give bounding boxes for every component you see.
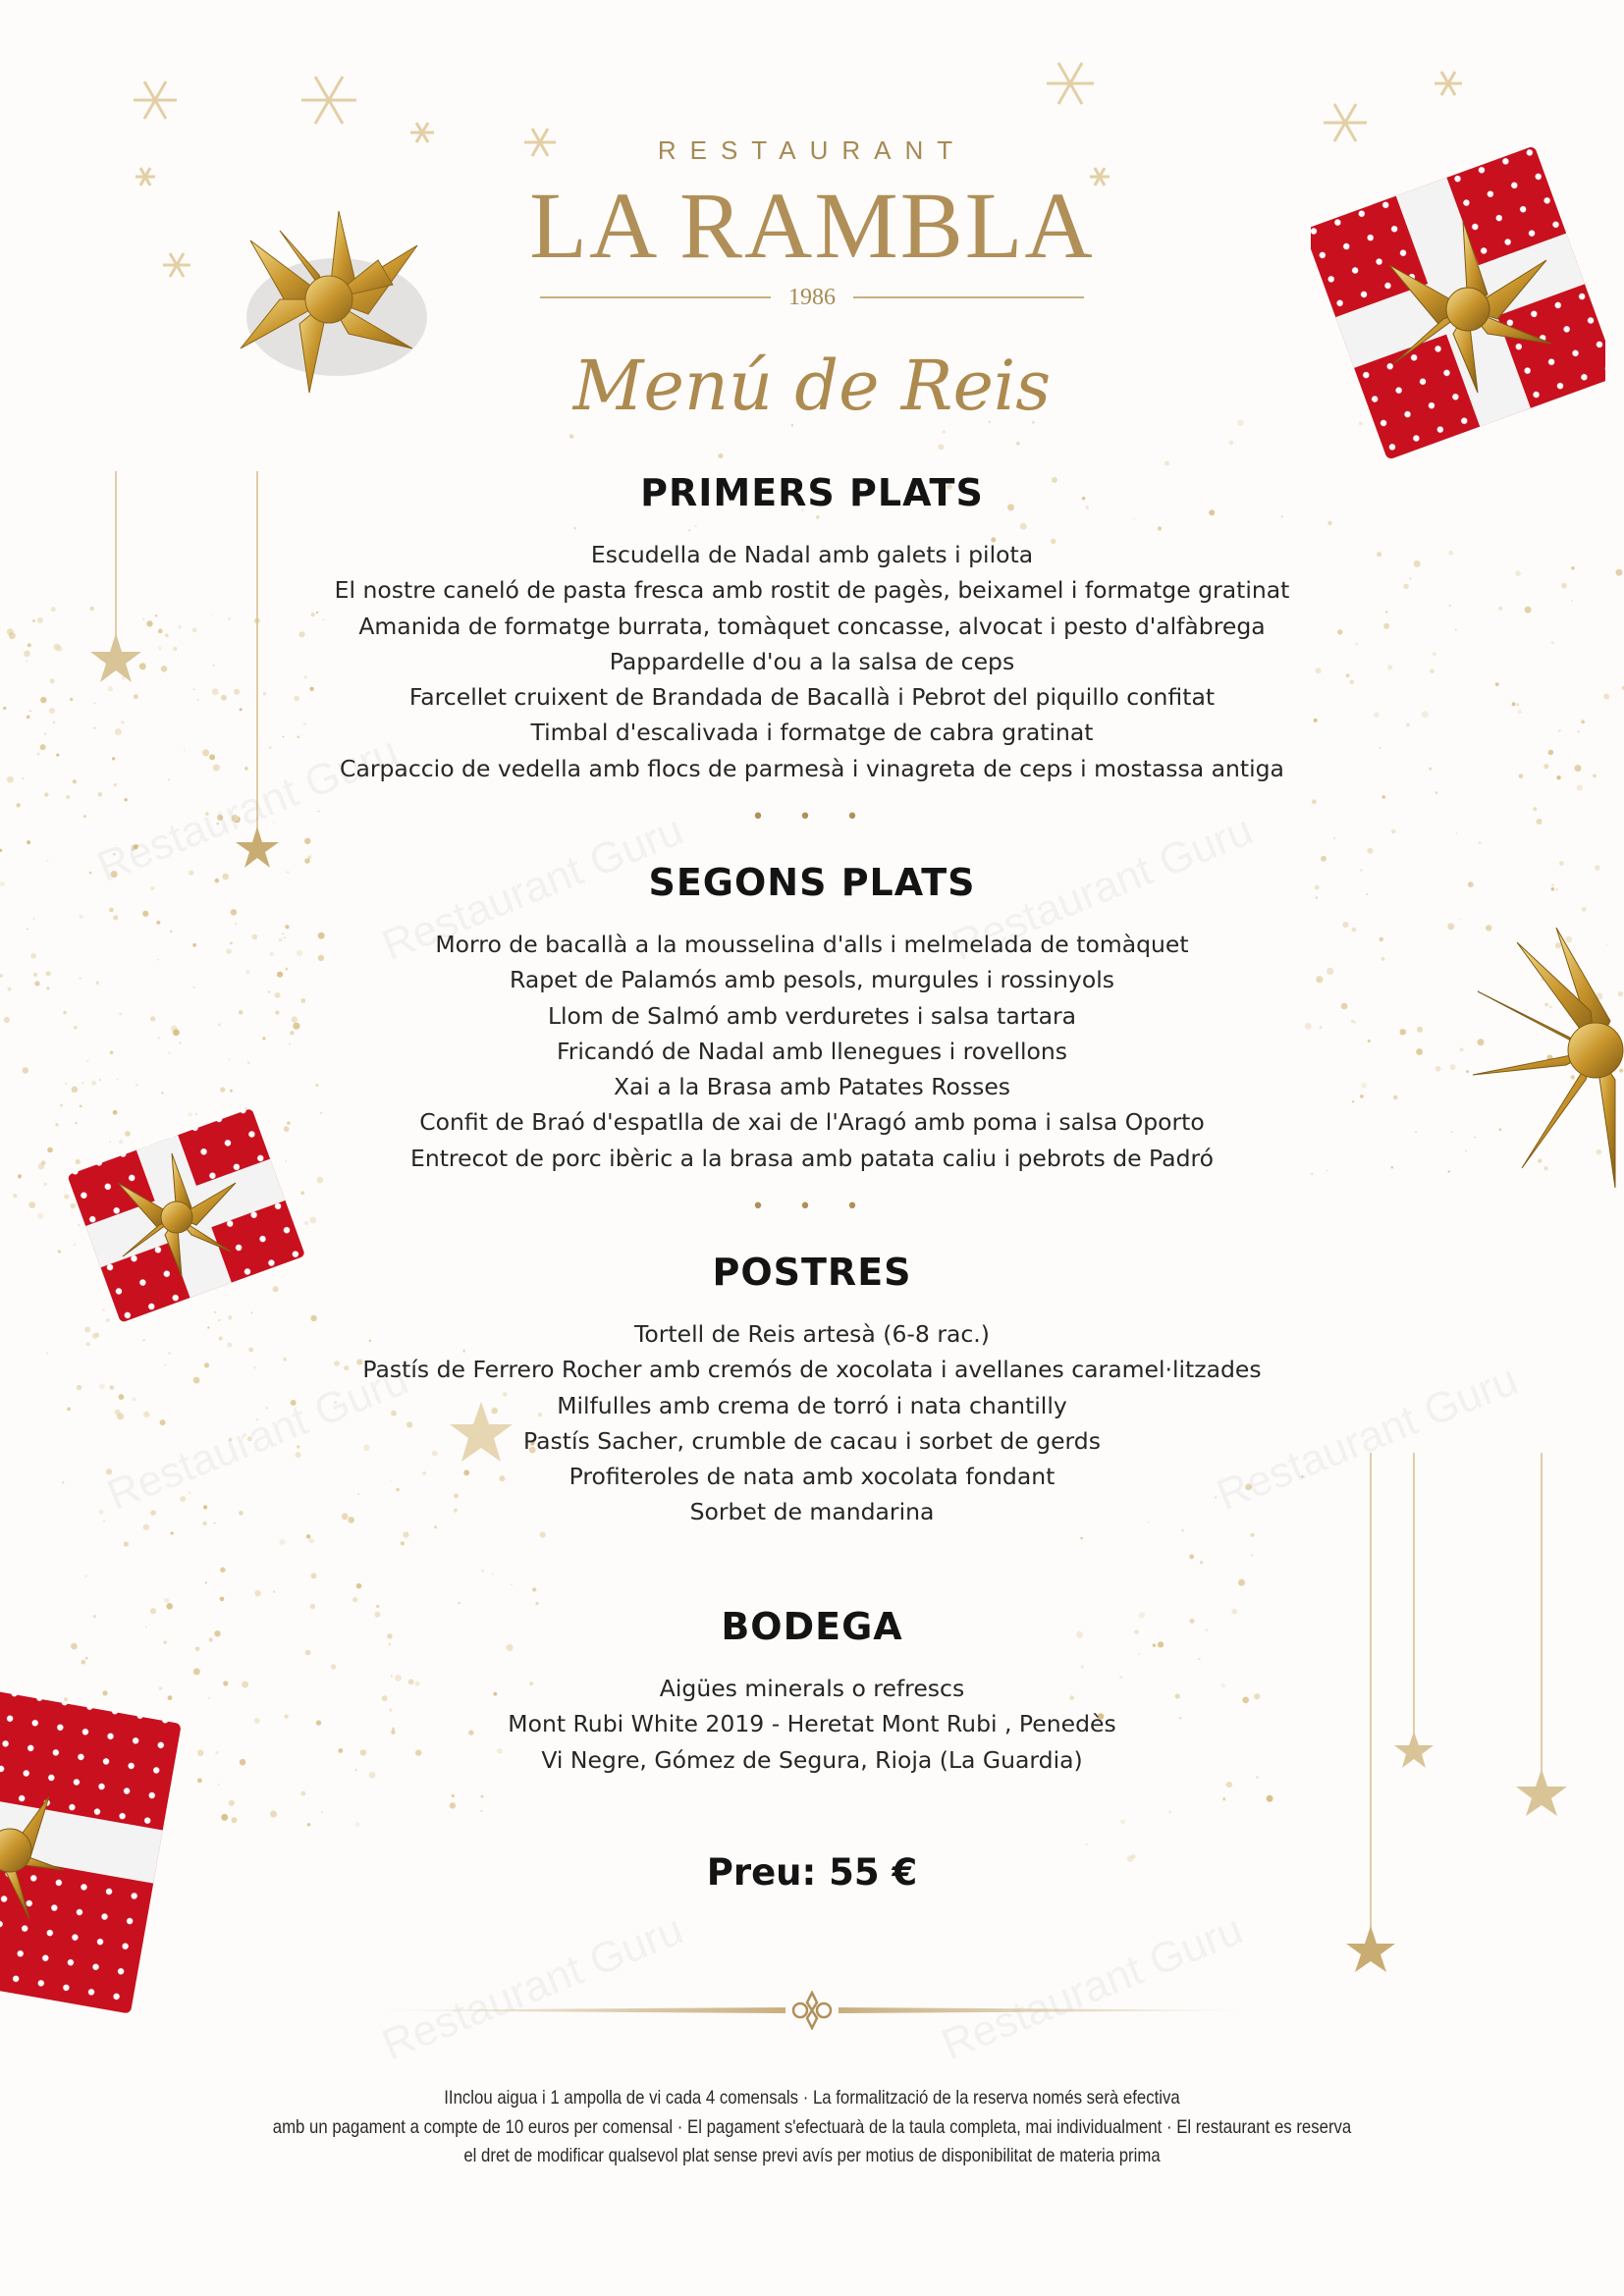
sparkle-dot bbox=[273, 1590, 276, 1593]
sparkle-dot bbox=[1415, 1131, 1417, 1133]
list-item: Pappardelle d'ou a la salsa de ceps bbox=[609, 647, 1015, 675]
sparkle-dot bbox=[143, 1524, 149, 1530]
sparkle-dot bbox=[168, 1051, 170, 1053]
sparkle-dot bbox=[0, 881, 5, 886]
sparkle-dot bbox=[1448, 1170, 1450, 1172]
sparkle-dot bbox=[65, 1083, 67, 1085]
sparkle-dot bbox=[1551, 883, 1553, 885]
sparkle-dot bbox=[221, 1814, 228, 1821]
footer-line: el dret de modificar qualsevol plat sense previ avís per motius de disponibilitat de materia prima bbox=[463, 2145, 1161, 2166]
section-title: BODEGA bbox=[721, 1605, 903, 1648]
list-item: Mont Rubi White 2019 - Heretat Mont Rubi , Penedès bbox=[508, 1710, 1116, 1738]
sparkle-dot bbox=[230, 941, 233, 944]
sparkle-dot bbox=[1456, 832, 1458, 834]
sparkle-dot bbox=[156, 921, 160, 925]
dish-list bbox=[245, 1316, 1379, 1530]
sparkle-dot bbox=[110, 1051, 114, 1055]
sparkle-dot bbox=[72, 1087, 79, 1094]
sparkle-dot bbox=[1468, 881, 1474, 887]
sparkle-dot bbox=[40, 697, 46, 703]
sparkle-dot bbox=[1561, 583, 1567, 589]
sparkle-dot bbox=[1479, 841, 1482, 844]
sparkle-dot bbox=[63, 1011, 66, 1014]
sparkle-dot bbox=[22, 777, 24, 779]
sparkle-dot bbox=[1429, 768, 1432, 771]
sparkle-dot bbox=[195, 1647, 200, 1652]
footer-line: amb un pagament a compte de 10 euros per comensal · El pagament s'efectuarà de la taula completa, mai individualment · El restaurant es reserva bbox=[272, 2115, 1352, 2138]
sparkle-dot bbox=[74, 1026, 77, 1029]
sparkle-dot bbox=[1577, 784, 1583, 790]
sparkle-dot bbox=[1431, 669, 1435, 673]
section-postres bbox=[245, 1248, 1379, 1530]
sparkle-dot bbox=[158, 1037, 160, 1039]
sparkle-dot bbox=[34, 981, 39, 986]
sparkle-dot bbox=[239, 1010, 244, 1015]
sparkle-dot bbox=[37, 617, 43, 623]
sparkle-dot bbox=[1200, 1561, 1203, 1564]
sparkle-dot bbox=[227, 1343, 232, 1348]
sparkle-dot bbox=[1556, 888, 1558, 890]
sparkle-dot bbox=[1578, 730, 1580, 732]
list-item: Pastís de Ferrero Rocher amb cremós de xocolata i avellanes caramel·litzades bbox=[362, 1356, 1262, 1384]
sparkle-dot bbox=[85, 1657, 88, 1660]
sparkle-dot bbox=[209, 1637, 213, 1641]
sparkle-dot bbox=[192, 987, 194, 988]
sparkle-dot bbox=[1582, 907, 1587, 912]
sparkle-dot bbox=[1548, 750, 1554, 756]
sparkle-dot bbox=[29, 711, 31, 713]
sparkle-dot bbox=[480, 1810, 482, 1812]
sparkle-dot bbox=[304, 838, 311, 845]
sparkle-dot bbox=[56, 754, 59, 757]
sparkle-dot bbox=[270, 1811, 277, 1818]
sparkle-dot bbox=[33, 973, 37, 977]
sparkle-dot bbox=[53, 721, 56, 724]
sparkle-dot bbox=[1251, 1533, 1255, 1537]
restaurant-label: RESTAURANT bbox=[657, 135, 967, 165]
sparkle-dot bbox=[1168, 1810, 1171, 1813]
sparkle-dot bbox=[207, 1326, 209, 1328]
sparkle-dot bbox=[1400, 1029, 1406, 1035]
sparkle-dot bbox=[96, 982, 99, 985]
dish-list bbox=[245, 537, 1379, 786]
sparkle-dot bbox=[220, 1087, 225, 1092]
list-item: Confit de Braó d'espatlla de xai de l'Aragó amb poma i salsa Oporto bbox=[419, 1108, 1205, 1137]
sparkle-dot bbox=[1466, 1070, 1469, 1073]
sparkle-dot bbox=[119, 1394, 125, 1400]
sparkle-dot bbox=[450, 1802, 456, 1808]
sparkle-dot bbox=[1543, 764, 1548, 769]
sparkle-dot bbox=[85, 1575, 87, 1577]
sparkle-dot bbox=[1080, 1537, 1083, 1540]
sparkle-dot bbox=[71, 1643, 78, 1650]
sparkle-dot bbox=[27, 840, 30, 844]
sparkle-dot bbox=[143, 1412, 149, 1417]
sparkle-dot bbox=[1410, 577, 1412, 579]
sparkle-dot bbox=[84, 1327, 90, 1333]
sparkle-dot bbox=[109, 908, 114, 913]
restaurant-name: LA RAMBLA bbox=[529, 173, 1095, 278]
sparkle-dot bbox=[1616, 569, 1623, 576]
sparkle-dot bbox=[943, 430, 947, 434]
list-item: Aigües minerals o refrescs bbox=[659, 1675, 965, 1702]
sparkle-dot bbox=[164, 1364, 166, 1366]
sparkle-dot bbox=[117, 1413, 124, 1419]
list-item: Escudella de Nadal amb galets i pilota bbox=[590, 541, 1034, 568]
section-bodega bbox=[245, 1602, 1379, 1778]
sparkle-dot bbox=[110, 1385, 114, 1389]
sparkle-dot bbox=[157, 959, 159, 961]
sparkle-dot bbox=[1403, 584, 1408, 589]
sparkle-dot bbox=[311, 1573, 317, 1578]
sparkle-dot bbox=[168, 1352, 171, 1355]
list-item: Milfulles amb crema de torró i nata chantilly bbox=[557, 1391, 1067, 1419]
sparkle-dot bbox=[205, 1581, 207, 1583]
sparkle-dot bbox=[1385, 611, 1387, 613]
sparkle-dot bbox=[99, 1383, 105, 1389]
sparkle-dot bbox=[223, 1681, 228, 1685]
sparkle-dot bbox=[1238, 1579, 1245, 1586]
sparkle-dot bbox=[171, 1531, 174, 1534]
sparkle-dot bbox=[87, 1060, 89, 1062]
sparkle-dot bbox=[103, 1521, 105, 1522]
sparkle-dot bbox=[1251, 1555, 1253, 1557]
sparkle-dot bbox=[1381, 795, 1385, 799]
sparkle-dot bbox=[43, 1183, 47, 1187]
sparkle-dot bbox=[23, 1067, 28, 1073]
list-item: Tortell de Reis artesà (6-8 rac.) bbox=[634, 1320, 990, 1348]
sparkle-dot bbox=[492, 1573, 494, 1575]
sparkle-dot bbox=[86, 1342, 90, 1346]
sparkle-dot bbox=[1433, 652, 1436, 656]
sparkle-dot bbox=[99, 1510, 104, 1515]
drink-list bbox=[245, 1671, 1379, 1778]
list-item: Fricandó de Nadal amb llenegues i rovellons bbox=[556, 1037, 1068, 1065]
sparkle-dot bbox=[938, 444, 944, 450]
sparkle-dot bbox=[150, 1016, 155, 1021]
sparkle-dot bbox=[161, 1092, 163, 1094]
sparkle-dot bbox=[1519, 774, 1524, 778]
sparkle-dot bbox=[1164, 461, 1169, 466]
sparkle-dot bbox=[192, 943, 196, 947]
sparkle-dot bbox=[27, 716, 30, 720]
sparkle-dot bbox=[26, 660, 28, 663]
menu-title: Menú de Reis bbox=[572, 346, 1052, 426]
sparkle-dot bbox=[1571, 566, 1575, 570]
sparkle-dot bbox=[4, 1017, 10, 1023]
sparkle-dot bbox=[1312, 800, 1317, 805]
sparkle-dot bbox=[113, 915, 118, 920]
sparkle-dot bbox=[46, 987, 49, 989]
sparkle-dot bbox=[213, 1522, 215, 1524]
list-item: Pastís Sacher, crumble de cacau i sorbet de gerds bbox=[523, 1426, 1101, 1455]
sparkle-dot bbox=[40, 744, 46, 750]
sparkle-dot bbox=[254, 1590, 260, 1596]
sparkle-dot bbox=[1455, 629, 1457, 631]
list-item: Sorbet de mandarina bbox=[689, 1498, 935, 1526]
sparkle-dot bbox=[1450, 1064, 1456, 1070]
sparkle-dot bbox=[1572, 600, 1574, 602]
sparkle-dot bbox=[50, 678, 55, 683]
sparkle-dot bbox=[300, 1791, 305, 1796]
sparkle-dot bbox=[27, 929, 28, 931]
list-item: Rapet de Palamós amb pesols, murgules i rossinyols bbox=[510, 966, 1114, 994]
sparkle-dot bbox=[3, 707, 6, 710]
sparkle-dot bbox=[1518, 710, 1522, 714]
sparkle-dot bbox=[27, 643, 31, 647]
sparkle-dot bbox=[1379, 937, 1383, 942]
sparkle-dot bbox=[1556, 775, 1560, 779]
divider bbox=[853, 296, 1084, 298]
sparkle-dot bbox=[82, 1082, 84, 1084]
sparkle-dot bbox=[9, 632, 16, 639]
sparkle-dot bbox=[214, 1630, 220, 1636]
sparkle-dot bbox=[44, 792, 48, 796]
ornamental-divider bbox=[363, 1991, 1261, 2030]
sparkle-dot bbox=[1451, 1132, 1453, 1134]
sparkle-dot bbox=[133, 1398, 136, 1402]
sparkle-dot bbox=[1525, 607, 1532, 614]
sparkle-dot bbox=[1458, 918, 1460, 920]
sparkle-dot bbox=[1406, 723, 1410, 727]
sparkle-dot bbox=[202, 1522, 206, 1525]
sparkle-dot bbox=[1447, 923, 1454, 930]
sparkle-dot bbox=[80, 978, 81, 980]
sparkle-dot bbox=[44, 732, 46, 734]
sparkle-dot bbox=[403, 1531, 408, 1537]
sparkle-dot bbox=[124, 1541, 129, 1546]
sparkle-dot bbox=[180, 1496, 186, 1502]
sparkle-dot bbox=[46, 1353, 48, 1355]
sparkle-dot bbox=[226, 948, 232, 954]
sparkle-dot bbox=[481, 1795, 484, 1798]
sparkle-dot bbox=[1381, 957, 1385, 961]
list-item: Vi Negre, Gómez de Segura, Rioja (La Guardia) bbox=[541, 1745, 1083, 1774]
sparkle-dot bbox=[1435, 1066, 1441, 1072]
sparkle-dot bbox=[231, 909, 237, 915]
sparkle-dot bbox=[481, 1570, 484, 1573]
list-item: Farcellet cruixent de Brandada de Bacallà i Pebrot del piquillo confitat bbox=[408, 683, 1216, 712]
sparkle-dot bbox=[1449, 551, 1453, 555]
sparkle-dot bbox=[150, 1510, 156, 1516]
sparkle-dot bbox=[1515, 570, 1521, 576]
sparkle-dot bbox=[203, 1505, 207, 1509]
sparkle-dot bbox=[1435, 791, 1438, 794]
sparkle-dot bbox=[170, 931, 172, 933]
sparkle-dot bbox=[218, 1784, 220, 1786]
sparkle-dot bbox=[1416, 1048, 1423, 1055]
sparkle-dot bbox=[532, 1587, 536, 1591]
sparkle-dot bbox=[1449, 605, 1452, 608]
sparkle-dot bbox=[1383, 623, 1389, 629]
sparkle-dot bbox=[51, 607, 56, 612]
sparkle-dot bbox=[135, 1084, 138, 1087]
list-item: Carpaccio de vedella amb flocs de parmesà i vinagreta de ceps i mostassa antiga bbox=[340, 754, 1284, 782]
sparkle-dot bbox=[117, 1079, 119, 1081]
sparkle-dot bbox=[1267, 1795, 1273, 1802]
sparkle-dot bbox=[1595, 865, 1600, 871]
sparkle-dot bbox=[1422, 711, 1429, 718]
footer-conditions bbox=[266, 2084, 1359, 2171]
sparkle-dot bbox=[229, 1058, 231, 1060]
sparkle-dot bbox=[32, 917, 35, 920]
sparkle-dot bbox=[164, 1598, 169, 1603]
sparkle-dot bbox=[67, 1408, 71, 1412]
sparkle-dot bbox=[119, 1012, 122, 1015]
sparkle-dot bbox=[7, 776, 14, 783]
sparkle-dot bbox=[142, 911, 148, 917]
sparkle-dot bbox=[309, 1538, 314, 1543]
gold-bow-icon-right bbox=[1473, 913, 1624, 1198]
sparkle-dot bbox=[77, 1385, 81, 1390]
sparkle-dot bbox=[166, 1603, 173, 1610]
sparkle-dot bbox=[1380, 747, 1381, 749]
sparkle-dot bbox=[1551, 887, 1554, 890]
sparkle-dot bbox=[1460, 1047, 1464, 1051]
sparkle-dot bbox=[1603, 694, 1609, 700]
sparkle-dot bbox=[145, 1627, 147, 1629]
sparkle-dot bbox=[81, 1660, 86, 1665]
sparkle-dot bbox=[30, 953, 36, 959]
sparkle-dot bbox=[204, 1362, 209, 1367]
sparkle-dot bbox=[1512, 702, 1516, 706]
sparkle-dot bbox=[24, 651, 30, 658]
sparkle-dot bbox=[220, 1597, 225, 1602]
sparkle-dot bbox=[1391, 829, 1395, 833]
sparkle-dot bbox=[56, 645, 63, 652]
sparkle-dot bbox=[93, 1615, 96, 1618]
section-segons-plats bbox=[245, 858, 1379, 1176]
sparkle-dot bbox=[1465, 1149, 1467, 1151]
sparkle-dot bbox=[1189, 1554, 1194, 1559]
sparkle-dot bbox=[49, 708, 55, 714]
sparkle-dot bbox=[46, 860, 48, 862]
list-item: Morro de bacallà a la mousselina d'alls i melmelada de tomàquet bbox=[435, 931, 1189, 958]
founding-year: 1986 bbox=[788, 284, 836, 310]
sparkle-dot bbox=[355, 1822, 360, 1827]
sparkle-dot bbox=[1120, 1820, 1125, 1825]
list-item: Amanida de formatge burrata, tomàquet concasse, alvocat i pesto d'alfàbrega bbox=[358, 612, 1266, 640]
sparkle-dot bbox=[1414, 561, 1421, 567]
sparkle-dot bbox=[0, 974, 3, 978]
sparkle-dot bbox=[47, 1148, 53, 1153]
sparkle-dot bbox=[220, 1568, 225, 1573]
list-item: Timbal d'escalivada i formatge de cabra gratinat bbox=[530, 719, 1094, 747]
sparkle-dot bbox=[1226, 1782, 1232, 1788]
sparkle-dot bbox=[219, 1336, 223, 1340]
sparkle-dot bbox=[306, 1534, 310, 1538]
sparkle-dot bbox=[62, 1481, 64, 1483]
sparkle-dot bbox=[1551, 641, 1554, 644]
sparkle-dot bbox=[92, 1333, 98, 1339]
sparkle-dot bbox=[36, 753, 39, 756]
sparkle-dot bbox=[91, 1081, 96, 1086]
sparkle-dot bbox=[80, 914, 83, 918]
sparkle-dot bbox=[32, 619, 35, 622]
sparkle-dot bbox=[160, 1419, 166, 1425]
sparkle-dot bbox=[150, 1608, 156, 1614]
sparkle-dot bbox=[173, 1029, 180, 1036]
sparkle-dot bbox=[1222, 1797, 1225, 1800]
divider bbox=[540, 296, 771, 298]
list-item: El nostre canelό de pasta fresca amb rostit de pagès, beixamel i formatge gratinat bbox=[334, 576, 1290, 605]
footer-line: IInclou aigua i 1 ampolla de vi cada 4 comensals · La formalització de la reserva només serà efectiva bbox=[444, 2087, 1180, 2109]
list-item: Llom de Salmó amb verduretes i salsa tartara bbox=[547, 1001, 1077, 1030]
dish-list bbox=[245, 927, 1379, 1176]
sparkle-dot bbox=[1229, 441, 1234, 446]
sparkle-dot bbox=[99, 1079, 101, 1081]
sparkle-dot bbox=[8, 988, 12, 991]
sparkle-dot bbox=[229, 1800, 235, 1806]
section-title: POSTRES bbox=[712, 1251, 912, 1294]
sparkle-dot bbox=[1367, 848, 1373, 854]
sparkle-dot bbox=[1593, 774, 1597, 778]
section-title: PRIMERS PLATS bbox=[640, 471, 984, 514]
sparkle-dot bbox=[307, 1823, 310, 1826]
sparkle-dot bbox=[239, 1511, 244, 1516]
sparkle-dot bbox=[1575, 765, 1582, 772]
sparkle-dot bbox=[356, 1583, 362, 1589]
sparkle-dot bbox=[142, 1339, 145, 1342]
sparkle-dot bbox=[180, 1041, 182, 1043]
sparkle-dot bbox=[1016, 442, 1020, 446]
sparkle-dot bbox=[452, 1794, 455, 1797]
section-separator: • • • bbox=[751, 1195, 873, 1219]
sparkle-dot bbox=[1559, 861, 1564, 866]
sparkle-dot bbox=[1581, 720, 1585, 723]
sparkle-dot bbox=[317, 1177, 324, 1184]
section-separator: • • • bbox=[751, 805, 873, 829]
sparkle-dot bbox=[1333, 837, 1336, 840]
sparkle-dot bbox=[1558, 729, 1560, 731]
sparkle-dot bbox=[1393, 1095, 1398, 1100]
sparkle-dot bbox=[164, 1641, 167, 1644]
brand-year-row bbox=[540, 283, 1084, 312]
sparkle-dot bbox=[321, 1811, 323, 1813]
sparkle-dot bbox=[230, 1090, 233, 1093]
sparkle-dot bbox=[41, 1160, 46, 1165]
sparkle-dot bbox=[1391, 1166, 1393, 1168]
section-title: SEGONS PLATS bbox=[648, 861, 976, 904]
sparkle-dot bbox=[1417, 1027, 1423, 1033]
sparkle-dot bbox=[232, 1817, 238, 1823]
sparkle-dot bbox=[511, 1583, 513, 1585]
sparkle-dot bbox=[1086, 1843, 1088, 1845]
sparkle-dot bbox=[280, 1539, 286, 1545]
sparkle-dot bbox=[218, 1024, 221, 1027]
sparkle-dot bbox=[193, 1377, 200, 1384]
sparkle-dot bbox=[540, 1532, 546, 1538]
list-item: Xai a la Brasa amb Patates Rosses bbox=[613, 1073, 1011, 1101]
section-primers-plats bbox=[245, 468, 1379, 786]
sparkle-dot bbox=[569, 434, 574, 439]
sparkle-dot bbox=[0, 849, 2, 852]
sparkle-dot bbox=[46, 971, 51, 976]
sparkle-dot bbox=[1498, 607, 1502, 611]
menu-price: Preu: 55 € bbox=[706, 1851, 918, 1894]
sparkle-dot bbox=[1517, 703, 1520, 706]
sparkle-dot bbox=[1387, 665, 1392, 669]
sparkle-dot bbox=[401, 1541, 405, 1545]
sparkle-dot bbox=[18, 1174, 22, 1178]
sparkle-dot bbox=[1495, 682, 1499, 686]
sparkle-dot bbox=[235, 923, 238, 926]
sparkle-dot bbox=[718, 454, 723, 458]
list-item: Profiteroles de nata amb xocolata fondant bbox=[568, 1463, 1056, 1491]
list-item: Entrecot de porc ibèric a la brasa amb patata caliu i pebrots de Padró bbox=[409, 1144, 1215, 1172]
